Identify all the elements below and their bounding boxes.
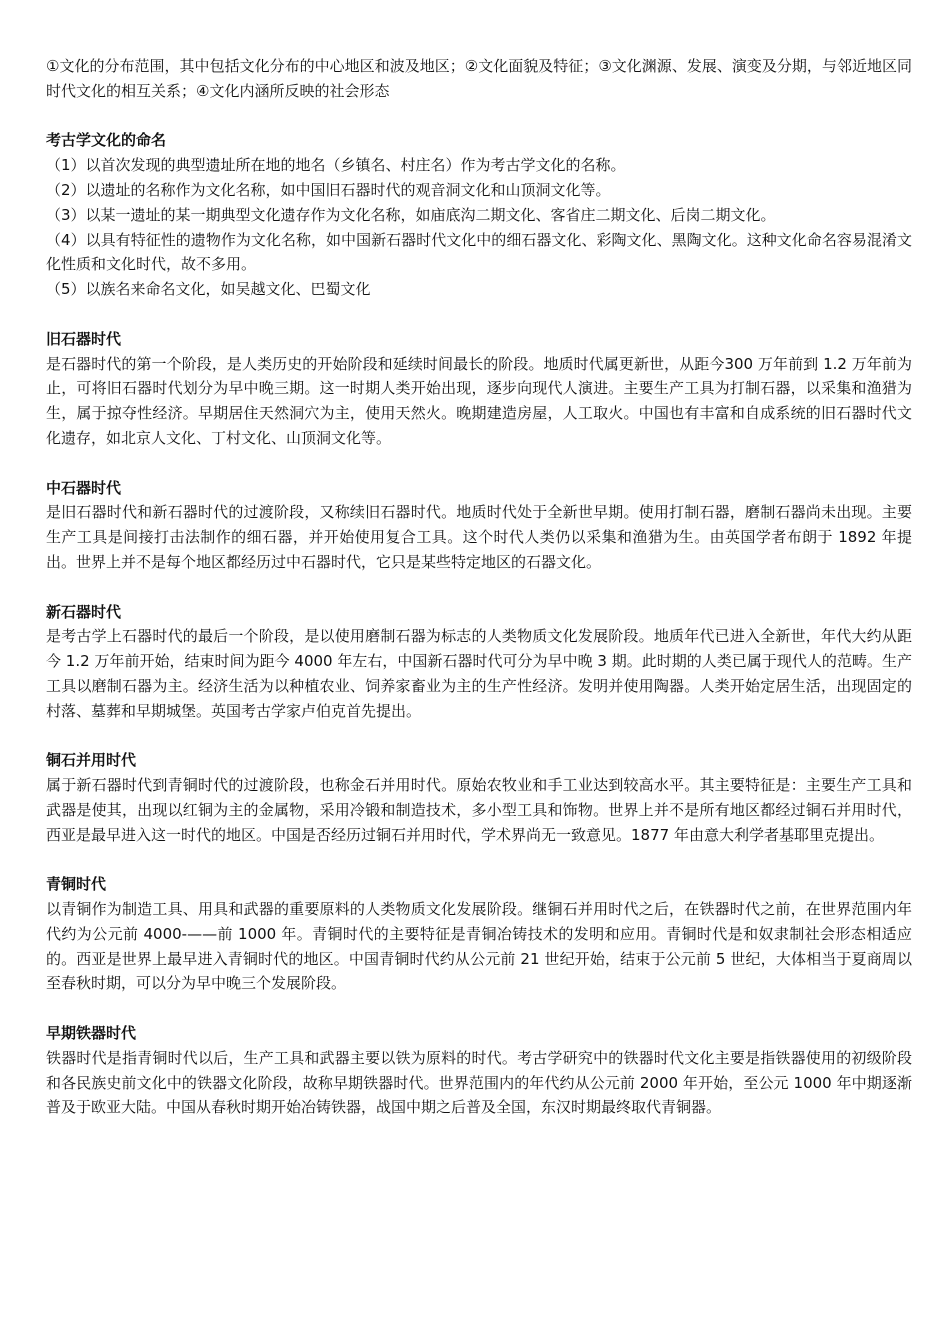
section-chalcolithic	[46, 748, 912, 847]
section-neolithic	[46, 600, 912, 724]
section-title: 新石器时代	[46, 602, 122, 621]
naming-section	[46, 128, 912, 302]
section-title: 早期铁器时代	[46, 1024, 137, 1043]
section-body: 铁器时代是指青铜时代以后，生产工具和武器主要以铁为原料的时代。考古学研究中的铁器时代文化主要是指铁器使用的初级阶段和各民族史前文化中的铁器文化阶段，故称早期铁器时代。世界范围内的年代约从公元前 2000 年开始，至公元 1000 年中期逐渐普及于欧亚大陆。中国从春秋时期开始冶铸铁器，战国中期之后普及全国，东汉时期最终取代青铜器。	[46, 1048, 912, 1117]
naming-item: （2）以遗址的名称作为文化名称，如中国旧石器时代的观音洞文化和山顶洞文化等。	[46, 180, 611, 199]
section-body: 属于新石器时代到青铜时代的过渡阶段，也称金石并用时代。原始农牧业和手工业达到较高水平。其主要特征是：主要生产工具和武器是使其，出现以红铜为主的金属物，采用冷锻和制造技术，多小型工具和饰物。世界上并不是所有地区都经过铜石并用时代，西亚是最早进入这一时代的地区。中国是否经历过铜石并用时代，学术界尚无一致意见。1877 年由意大利学者基耶里克提出。	[46, 776, 912, 844]
section-title: 铜石并用时代	[46, 751, 137, 770]
intro-paragraph: ①文化的分布范围，其中包括文化分布的中心地区和波及地区；②文化面貌及特征；③文化渊源、发展、演变及分期，与邻近地区同时代文化的相互关系；④文化内涵所反映的社会形态	[46, 57, 912, 100]
naming-title: 考古学文化的命名	[46, 131, 167, 150]
naming-item: （5）以族名来命名文化，如吴越文化、巴蜀文化	[46, 280, 371, 299]
naming-item: （1）以首次发现的典型遗址所在地的地名（乡镇名、村庄名）作为考古学文化的名称。	[46, 156, 626, 175]
intro-block	[46, 54, 912, 104]
naming-item: （3）以某一遗址的某一期典型文化遗存作为文化名称，如庙底沟二期文化、客省庄二期文化、后岗二期文化。	[46, 205, 776, 224]
section-bronze-age	[46, 872, 912, 996]
section-body: 是石器时代的第一个阶段，是人类历史的开始阶段和延续时间最长的阶段。地质时代属更新世，从距今300 万年前到 1.2 万年前为止，可将旧石器时代划分为早中晚三期。这一时期人类开始出现，逐步向现代人演进。主要生产工具为打制石器，以采集和渔猎为生，属于掠夺性经济。早期居住天然洞穴为主，使用天然火。晚期建造房屋，人工取火。中国也有丰富和自成系统的旧石器时代文化遗存，如北京人文化、丁村文化、山顶洞文化等。	[46, 354, 912, 447]
section-title: 中石器时代	[46, 478, 122, 497]
section-body: 是旧石器时代和新石器时代的过渡阶段，又称续旧石器时代。地质时代处于全新世早期。使用打制石器，磨制石器尚未出现。主要生产工具是间接打击法制作的细石器，并开始使用复合工具。这个时代人类仍以采集和渔猎为生。由英国学者布朗于 1892 年提出。世界上并不是每个地区都经历过中石器时代，它只是某些特定地区的石器文化。	[46, 503, 912, 571]
section-mesolithic	[46, 476, 912, 575]
section-title: 青铜时代	[46, 875, 107, 894]
section-paleolithic	[46, 327, 912, 451]
section-title: 旧石器时代	[46, 329, 122, 348]
naming-item: （4）以具有特征性的遗物作为文化名称，如中国新石器时代文化中的细石器文化、彩陶文化、黑陶文化。这种文化命名容易混淆文化性质和文化时代，故不多用。	[46, 230, 912, 274]
section-early-iron-age	[46, 1021, 912, 1120]
section-body: 以青铜作为制造工具、用具和武器的重要原料的人类物质文化发展阶段。继铜石并用时代之后，在铁器时代之前，在世界范围内年代约为公元前 4000-——前 1000 年。青铜时代的主要特征是青铜冶铸技术的发明和应用。青铜时代是和奴隶制社会形态相适应的。西亚是世界上最早进入青铜时代的地区。中国青铜时代约从公元前 21 世纪开始，结束于公元前 5 世纪，大体相当于夏商周以至春秋时期，可以分为早中晚三个发展阶段。	[46, 900, 912, 993]
document-page	[46, 54, 912, 1145]
section-body: 是考古学上石器时代的最后一个阶段，是以使用磨制石器为标志的人类物质文化发展阶段。地质年代已进入全新世，年代大约从距今 1.2 万年前开始，结束时间为距今 4000 年左右，中国新石器时代可分为早中晚 3 期。此时期的人类已属于现代人的范畴。生产工具以磨制石器为主。经济生活为以种植农业、饲养家畜业为主的生产性经济。发明并使用陶器。人类开始定居生活，出现固定的村落、墓葬和早期城堡。英国考古学家卢伯克首先提出。	[46, 627, 912, 720]
